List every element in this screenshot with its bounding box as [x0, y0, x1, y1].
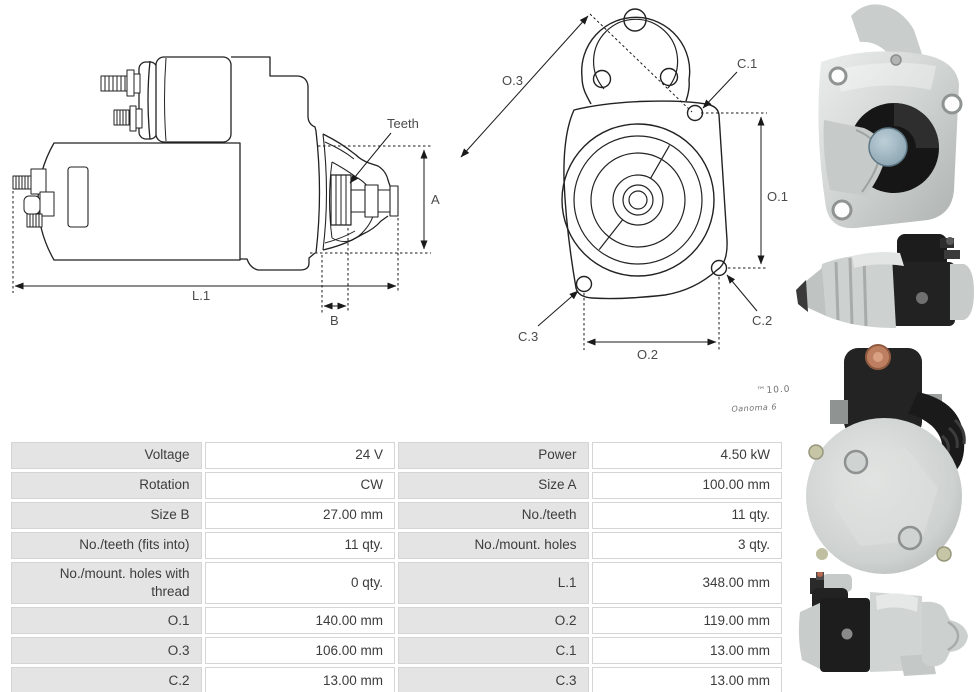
starter-side-view-photo-2: [792, 572, 976, 690]
spec-label: No./teeth: [398, 502, 589, 529]
dim-o3-label: O.3: [502, 73, 523, 88]
spec-value: 27.00 mm: [205, 502, 396, 529]
spec-value: 11 qty.: [592, 502, 783, 529]
dim-c2-label: C.2: [752, 313, 773, 328]
spec-value: CW: [205, 472, 396, 499]
spec-value: 13.00 mm: [205, 667, 396, 692]
dim-l1-label: L.1: [192, 288, 211, 303]
table-row: [11, 442, 782, 469]
spec-value: 348.00 mm: [592, 562, 783, 604]
starter-rear-view-photo: [792, 344, 976, 578]
spec-label: No./mount. holes: [398, 532, 589, 559]
dim-b-label: B: [330, 313, 339, 328]
spec-label: Size A: [398, 472, 589, 499]
starter-front-view-photo: [796, 0, 976, 232]
stamp-marks: [730, 381, 798, 417]
dim-a-label: A: [431, 192, 440, 207]
dim-o1-label: O.1: [767, 189, 788, 204]
specifications-table: [8, 439, 785, 692]
table-row: [11, 502, 782, 529]
spec-label: O.2: [398, 607, 589, 634]
table-row: [11, 667, 782, 692]
table-row: [11, 607, 782, 634]
spec-label: C.2: [11, 667, 202, 692]
spec-value: 24 V: [205, 442, 396, 469]
spec-label: Rotation: [11, 472, 202, 499]
solenoid-terminals: [101, 70, 142, 131]
dim-c3-label: C.3: [518, 329, 539, 344]
spec-value: 13.00 mm: [592, 637, 783, 664]
front-view-drawing: [440, 0, 810, 380]
spec-label: C.1: [398, 637, 589, 664]
spec-value: 100.00 mm: [592, 472, 783, 499]
dim-c1-label: C.1: [737, 56, 758, 71]
spec-label: No./teeth (fits into): [11, 532, 202, 559]
table-row: [11, 637, 782, 664]
table-row: [11, 532, 782, 559]
spec-label: L.1: [398, 562, 589, 604]
spec-label: No./mount. holes with thread: [11, 562, 202, 604]
table-row: [11, 562, 782, 604]
spec-label: Size B: [11, 502, 202, 529]
spec-value: 4.50 kW: [592, 442, 783, 469]
spec-value: 119.00 mm: [592, 607, 783, 634]
starter-front-outline: [562, 9, 727, 299]
table-row: [11, 472, 782, 499]
stamp-line-2: Oanoma 6: [731, 402, 778, 414]
stamp-line-1: ™10.0: [756, 384, 791, 397]
side-view-drawing: [0, 0, 450, 335]
spec-label: O.3: [11, 637, 202, 664]
spec-value: 140.00 mm: [205, 607, 396, 634]
spec-value: 106.00 mm: [205, 637, 396, 664]
spec-value: 13.00 mm: [592, 667, 783, 692]
spec-value: 11 qty.: [205, 532, 396, 559]
starter-side-outline: [13, 57, 398, 270]
pinion-gear: [331, 175, 378, 225]
starter-side-view-photo: [792, 228, 976, 352]
spec-label: O.1: [11, 607, 202, 634]
spec-label: Voltage: [11, 442, 202, 469]
spec-label: C.3: [398, 667, 589, 692]
dim-o2-label: O.2: [637, 347, 658, 362]
teeth-label: Teeth: [387, 116, 419, 131]
spec-label: Power: [398, 442, 589, 469]
spec-value: 3 qty.: [592, 532, 783, 559]
spec-value: 0 qty.: [205, 562, 396, 604]
